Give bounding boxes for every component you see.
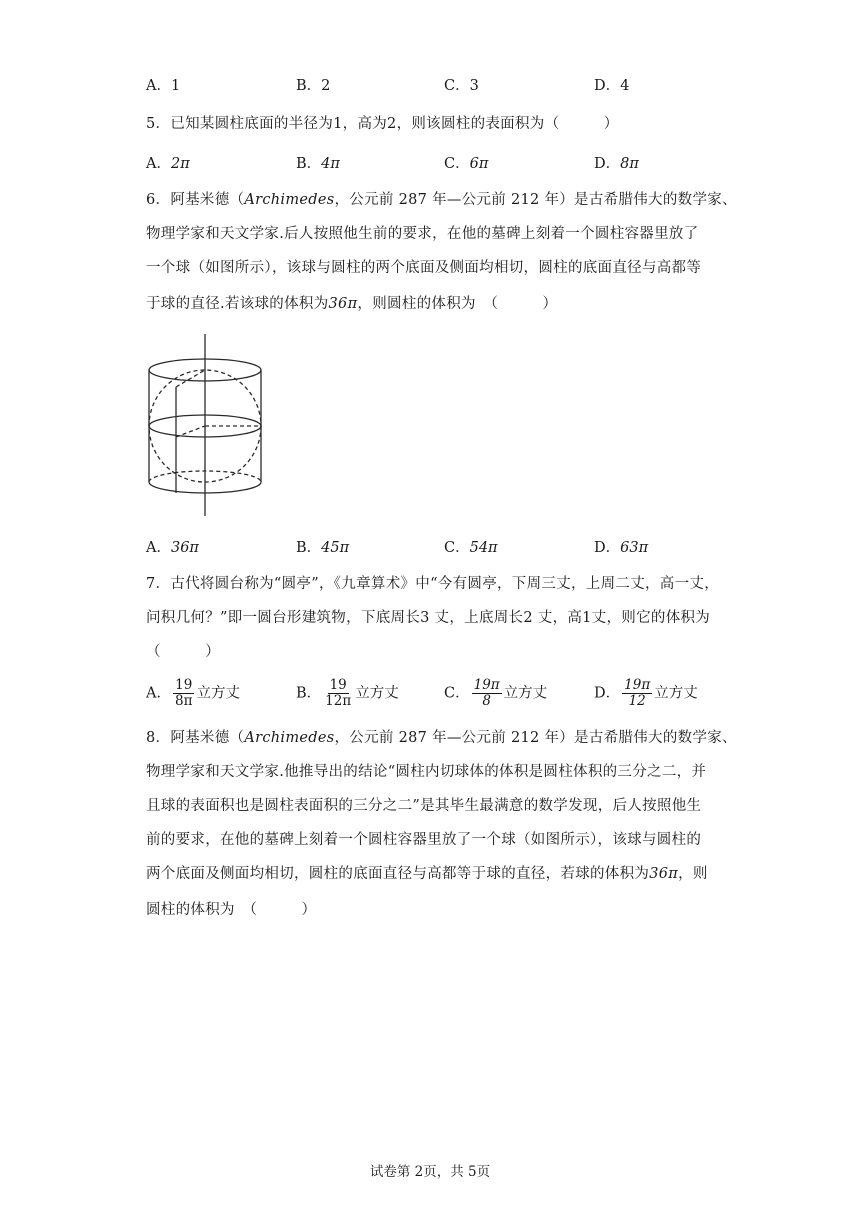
q8-line-1: 8．阿基米德（Archimedes，公元前 287 年—公元前 212 年）是古希腊伟大的数学家、 [146,730,737,746]
q6-line-1: 6．阿基米德（Archimedes，公元前 287 年—公元前 212 年）是古希腊伟大的数学家、 [146,192,737,208]
q6-option-d: D．63π [594,540,649,556]
q6-line-3: 一个球（如图所示），该球与圆柱的两个底面及侧面均相切，圆柱的底面直径与高都等 [146,260,702,276]
q7-line-3: （ ） [146,644,220,660]
q7-line-2: 问积几何？”即一圆台形建筑物，下底周长3 丈，上底周长2 丈，高1丈，则它的体积为 [146,610,711,626]
q8-line-6: 圆柱的体积为 （ ） [146,902,317,918]
q7-option-c-fraction: $\frac{19\pi}{8}$ [473,677,500,709]
cylinder-sphere-figure [140,332,270,518]
q8-line-3: 且球的表面积也是圆柱表面积的三分之二”是其毕生最满意的数学发现，后人按照他生 [146,798,702,814]
q7-option-c: C． $\frac{19\pi}{8}$ 立方丈 [444,677,548,709]
q5-option-a: A．2π [146,156,190,172]
q6-line-2: 物理学家和天文学家.后人按照他生前的要求，在他的墓碑上刻着一个圆柱容器里放了 [146,226,699,242]
q7-line-1: 7．古代将圆台称为“圆亭”，《九章算术》中“今有圆亭，下周三丈，上周二丈，高一丈， [146,576,720,592]
q7-option-b-fraction: $\frac{19}{12\pi}$ [325,677,352,709]
q5-option-d: D．8π [594,156,639,172]
q6-option-a: A．36π [146,540,199,556]
q7-option-d-fraction: $\frac{19\pi}{12}$ [624,677,651,709]
q8-line-5: 两个底面及侧面均相切，圆柱的底面直径与高都等于球的直径，若球的体积为36π，则 [146,866,708,882]
q4-option-b: B．2 [296,78,331,94]
q5-option-b: B．4π [296,156,340,172]
q4-option-d: D．4 [594,78,630,94]
q8-line-4: 前的要求，在他的墓碑上刻着一个圆柱容器里放了一个球（如图所示），该球与圆柱的 [146,832,702,848]
q5-option-c: C．6π [444,156,489,172]
q6-option-c: C．54π [444,540,498,556]
q6-line-4: 于球的直径.若该球的体积为36π，则圆柱的体积为 （ ） [146,296,558,312]
q7-option-a-fraction: $\frac{19}{8\pi}$ [174,677,193,709]
q5-stem: 5．已知某圆柱底面的半径为1，高为2，则该圆柱的表面积为（ ） [146,116,619,132]
q6-option-b: B．45π [296,540,350,556]
q7-option-d: D． $\frac{19\pi}{12}$ 立方丈 [594,677,698,709]
q4-option-c: C．3 [444,78,479,94]
q8-line-2: 物理学家和天文学家.他推导出的结论“圆柱内切球体的体积是圆柱体积的三分之二，并 [146,764,707,780]
q4-option-a: A．1 [146,78,181,94]
page-footer: 试卷第 2页，共 5页 [369,1164,491,1180]
q7-option-b: B． $\frac{19}{12\pi}$ 立方丈 [296,677,399,709]
q7-option-a: A． $\frac{19}{8\pi}$ 立方丈 [146,677,240,709]
